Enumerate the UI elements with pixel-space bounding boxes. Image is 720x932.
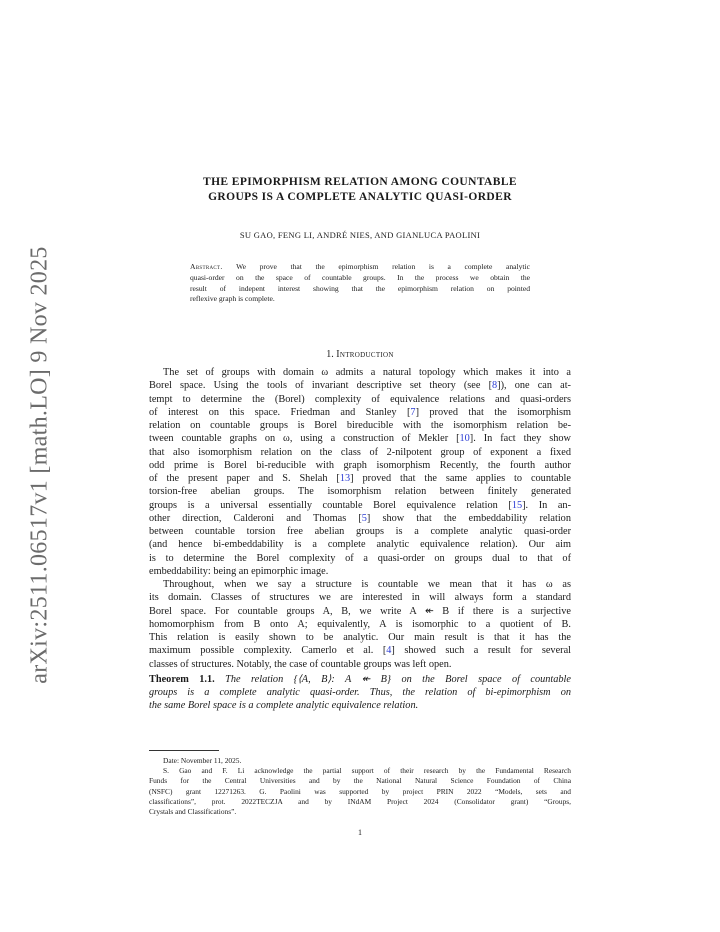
text-line: maximum possible complexity. Camerlo et al. [4] showed such a result for several bbox=[149, 645, 571, 657]
introduction-body bbox=[149, 366, 571, 713]
section-title: Introduction bbox=[336, 349, 394, 360]
text-line: odd prime is Borel bi-reducible with graph isomorphism Recently, the fourth author bbox=[149, 459, 571, 471]
paper-title bbox=[150, 175, 570, 205]
author-list: SU GAO, FENG LI, ANDRÉ NIES, AND GIANLUCA PAOLINI bbox=[239, 230, 481, 240]
text-line: between countable torsion free abelian groups is a complete analytic quasi-order bbox=[149, 526, 571, 537]
text-line: homomorphism from B onto A; equivalently, A is isomorphic to a quotient of B. bbox=[149, 618, 571, 630]
abstract-heading: Abstract. bbox=[190, 262, 223, 271]
abstract-line bbox=[190, 262, 530, 273]
theorem-label: Theorem 1.1. bbox=[149, 673, 215, 685]
text-line: that also isomorphism relation on the class of 2-nilpotent group of exponent a fixed bbox=[149, 446, 571, 458]
footnote-line: Funds for the Central Universities and by the National Natural Science Foundation of China bbox=[149, 776, 571, 786]
title-line: GROUPS IS A COMPLETE ANALYTIC QUASI-ORDER bbox=[208, 191, 512, 203]
date-footnote: Date: November 11, 2025. bbox=[163, 756, 242, 765]
text-line: torsion-free abelian groups. The isomorphism relation between finitely generated bbox=[149, 486, 571, 498]
citation-link[interactable]: 10 bbox=[459, 433, 470, 445]
text-line: This relation is easily shown to be analytic. Our main result is that it has the bbox=[149, 632, 571, 643]
theorem-line: groups is a complete analytic quasi-order. Thus, the relation of bi-epimorphism on bbox=[149, 687, 571, 698]
text-line: of the present paper and S. Shelah [13] proved that the same applies to countable bbox=[149, 473, 571, 484]
text-line: Borel space. For countable groups A, B, we write A ↞ B if there is a surjective bbox=[149, 605, 571, 617]
text-line: relation on countable groups is Borel bireducible with the isomorphism relation be- bbox=[149, 420, 571, 431]
text-line: (and hence bi-embeddability is a complete analytic equivalence relation). Our aim bbox=[149, 539, 571, 551]
citation-link[interactable]: 8 bbox=[492, 380, 498, 392]
text-line: of interest on this space. Friedman and Stanley [7] proved that the isomorphism bbox=[149, 406, 572, 418]
citation-link[interactable]: 15 bbox=[511, 499, 523, 511]
footnote-line: classifications”, prot. 2022TECZJA and by INdAM Project 2024 (Consolidator grant) “Groups, bbox=[149, 796, 571, 806]
abstract bbox=[190, 262, 530, 305]
text-line: embeddability: being an epimorphic image. bbox=[149, 565, 329, 577]
text-line: The set of groups with domain ω admits a natural topology which makes it into a bbox=[163, 367, 571, 378]
theorem-line bbox=[149, 673, 571, 686]
theorem-line: the same Borel space is a complete analytic equivalence relation. bbox=[149, 700, 419, 712]
footnote-line: S. Gao and F. Li acknowledge the partial support of their research by the Fundamental Research bbox=[163, 766, 571, 776]
theorem-text: The relation {⟨A, B⟩: A ↞ B} on the Borel space of countable bbox=[225, 673, 571, 685]
text-line: is to determine the Borel complexity of a quasi-order on groups dual to that of bbox=[149, 552, 571, 564]
section-number: 1. bbox=[326, 349, 334, 360]
text-line: tempt to determine the (Borel) complexity of equivalence relations and quasi-orders bbox=[149, 393, 571, 405]
citation-link[interactable]: 7 bbox=[410, 406, 416, 418]
text-line: tween countable graphs on ω, using a construction of Mekler [10]. In fact they show bbox=[149, 433, 571, 445]
text-line: groups is a universal essentially countable Borel equivalence relation [15]. In an- bbox=[149, 499, 571, 511]
citation-link[interactable]: 13 bbox=[339, 473, 351, 484]
abstract-text: We prove that the epimorphism relation is a complete analytic bbox=[236, 262, 531, 271]
footnote-rule bbox=[149, 750, 219, 751]
page-number: 1 bbox=[358, 828, 362, 837]
title-line: THE EPIMORPHISM RELATION AMONG COUNTABLE bbox=[203, 176, 517, 188]
abstract-line: quasi-order on the space of countable groups. In the process we obtain the bbox=[190, 272, 530, 282]
footnote-line: Crystals and Classifications”. bbox=[149, 806, 237, 816]
text-line: classes of structures. Notably, the case of countable groups was left open. bbox=[149, 658, 452, 670]
text-line: Throughout, when we say a structure is countable we mean that it has ω as bbox=[163, 579, 571, 590]
text-line: its domain. Classes of structures we are interested in will always form a standard bbox=[149, 592, 571, 604]
abstract-line: reflexive graph is complete. bbox=[190, 294, 275, 304]
section-heading bbox=[150, 349, 570, 360]
abstract-line: result of indepent interest showing that the epimorphism relation on pointed bbox=[190, 283, 530, 293]
text-line: Borel space. Using the tools of invariant descriptive set theory (see [8]), one can at- bbox=[149, 380, 571, 392]
text-line: other direction, Calderoni and Thomas [5] show that the embeddability relation bbox=[149, 512, 571, 524]
citation-link[interactable]: 5 bbox=[361, 512, 367, 524]
citation-link[interactable]: 4 bbox=[386, 645, 392, 657]
arxiv-identifier-stamp: arXiv:2511.06517v1 [math.LO] 9 Nov 2025 bbox=[26, 246, 53, 684]
footnotes bbox=[149, 756, 571, 817]
footnote-line: (NSFC) grant 12271263. G. Paolini was supported by project PRIN 2022 “Models, sets and bbox=[149, 786, 571, 796]
